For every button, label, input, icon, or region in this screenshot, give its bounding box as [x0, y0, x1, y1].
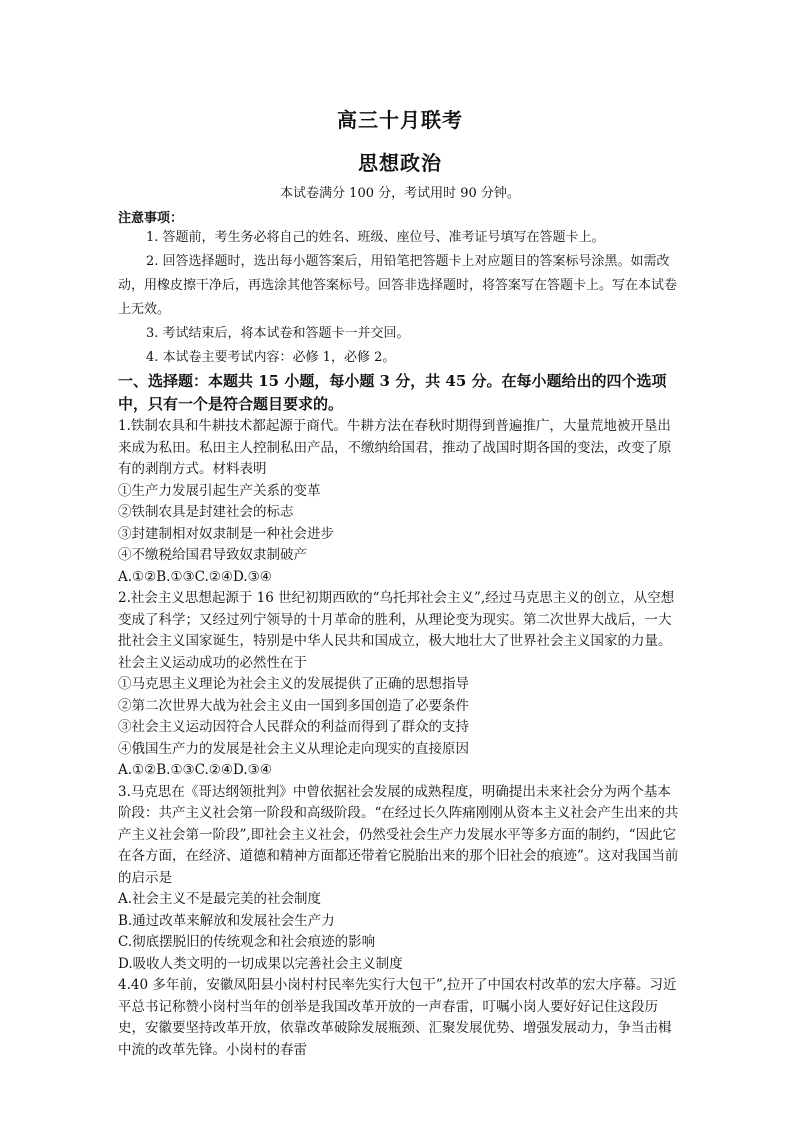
- question-2-item: ③社会主义运动因符合人民群众的利益而得到了群众的支持: [118, 719, 469, 735]
- question-1-item: ①生产力发展引起生产关系的变革: [118, 482, 321, 499]
- exam-page: [118, 100, 682, 1061]
- question-1-item: ④不缴税给国君导致奴隶制破产: [118, 547, 307, 563]
- subject-title: 思想政治: [358, 151, 442, 175]
- question-1-stem: 1.铁制农具和牛耕技术都起源于商代。牛耕方法在春秋时期得到普遍推广，大量荒地被开垦出来成为私田。私田主人控制私田产品，不缴纳给国君，推动了战国时期各国的变法，改变了原有的剥削方式。材料表明: [118, 418, 672, 477]
- question-1-item: ③封建制相对奴隶制是一种社会进步: [118, 525, 334, 542]
- question-2-options: A.①②B.①③C.②④D.③④: [118, 762, 272, 778]
- exam-title: 高三十月联考: [337, 108, 463, 132]
- question-2-item: ④俄国生产力的发展是社会主义从理论走向现实的直接原因: [118, 740, 469, 757]
- note-item: 3. 考试结束后，将本试卷和答题卡一并交回。: [146, 326, 410, 341]
- question-4-stem: 4.40 多年前，安徽凤阳县小岗村村民率先实行大包干”,拉开了中国农村改革的宏大序幕。习近平总书记称赞小岗村当年的创举是我国改革开放的一声春雷，叮嘱小岗人要好好记住这段历史，安徽要坚持改革开放，依靠改革破除发展瓶颈、汇聚发展优势、增强发展动力，争当击楫中流的改革先锋。小岗村的春雷: [118, 977, 677, 1058]
- section-heading: 一、选择题：本题共 15 小题，每小题 3 分，共 45 分。在每小题给出的四个选项中，只有一个是符合题目要求的。: [118, 372, 667, 413]
- question-2-item: ②第二次世界大战为社会主义由一国到多国创造了必要条件: [118, 697, 469, 714]
- question-2-stem: 2.社会主义思想起源于 16 世纪初期西欧的“乌托邦社会主义”,经过马克思主义的创立，从空想变成了科学；又经过列宁领导的十月革命的胜利，从理论变为现实。第二次世界大战后，一大批社会主义国家诞生，特别是中华人民共和国成立，极大地壮大了世界社会主义国家的力量。社会主义运动成功的必然性在于: [118, 590, 675, 671]
- question-1-options: A.①②B.①③C.②④D.③④: [118, 568, 272, 585]
- question-3-option: C.彻底摆脱旧的传统观念和社会痕迹的影响: [118, 934, 376, 950]
- notes-heading: 注意事项：: [118, 211, 184, 226]
- question-3-option: A.社会主义不是最完美的社会制度: [118, 891, 322, 907]
- question-3-stem: 3.马克思在《哥达纲领批判》中曾依据社会发展的成熟程度，明确提出未来社会分为两个基本阶段：共产主义社会第一阶段和高级阶段。“在经过长久阵痛刚刚从资本主义社会产生出来的共产主义社会第一阶段”,即社会主义社会，仍然受社会生产力发展水平等多方面的制约，“因此它在各方面，在经济、道德和精神方面都还带着它脱胎出来的那个旧社会的痕迹”。这对我国当前的启示是: [118, 783, 679, 886]
- note-item: 1. 答题前，考生务必将自己的姓名、班级、座位号、准考证号填写在答题卡上。: [146, 230, 605, 245]
- question-1-item: ②铁制农具是封建社会的标志: [118, 504, 294, 520]
- note-item: 2. 回答选择题时，选出每小题答案后，用铅笔把答题卡上对应题目的答案标号涂黑。如需改动，用橡皮擦干净后，再选涂其他答案标号。回答非选择题时，将答案写在答题卡上。写在本试卷上无效。: [118, 254, 678, 317]
- exam-meta: 本试卷满分 100 分，考试用时 90 分钟。: [280, 186, 520, 201]
- question-3-option: B.通过改革来解放和发展社会生产力: [118, 912, 335, 929]
- question-3-option: D.吸收人类文明的一切成果以完善社会主义制度: [118, 955, 403, 972]
- question-2-item: ①马克思主义理论为社会主义的发展提供了正确的思想指导: [118, 676, 469, 692]
- note-item: 4. 本试卷主要考试内容：必修 1，必修 2。: [146, 350, 396, 365]
